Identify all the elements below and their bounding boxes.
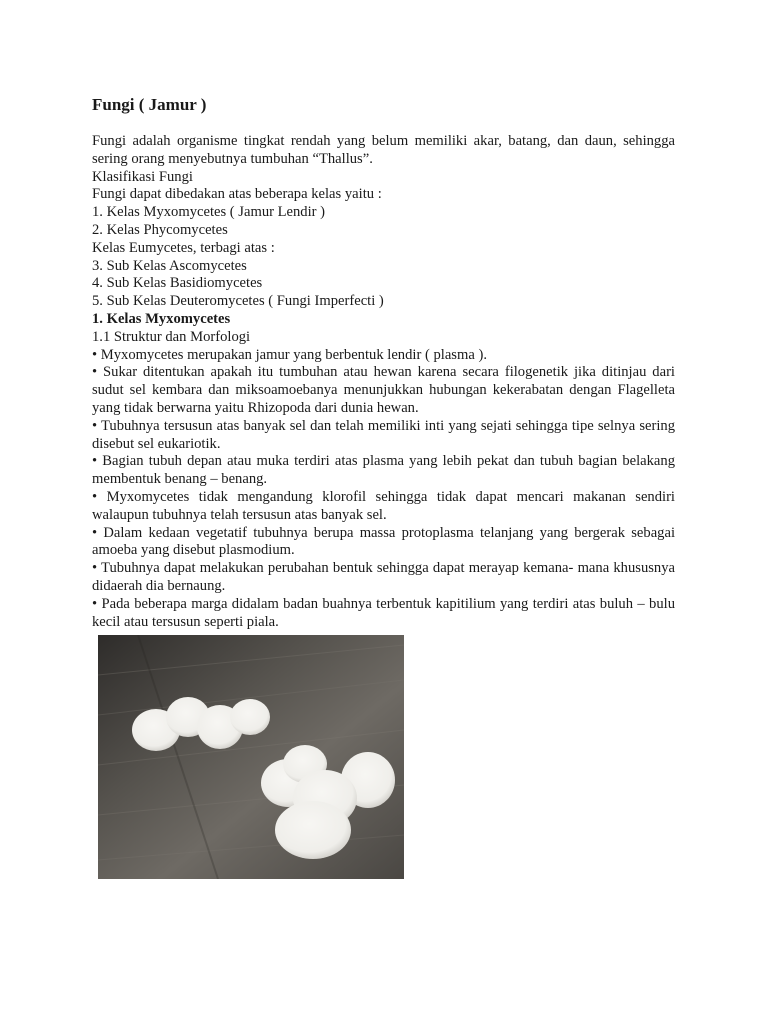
paragraph: • Pada beberapa marga didalam badan buahnya terbentuk kapitilium yang terdiri atas buluh – bulu kecil atau tersusun seperti piala. xyxy=(92,595,675,630)
paragraph: 3. Sub Kelas Ascomycetes xyxy=(92,257,247,274)
document-body xyxy=(92,133,675,631)
paragraph: 1. Kelas Myxomycetes ( Jamur Lendir ) xyxy=(92,204,326,221)
paragraph: • Sukar ditentukan apakah itu tumbuhan atau hewan karena secara filogenetik jika ditinjau dari sudut sel kembara dan miksoamoebanya menunjukkan hubungan kekerabatan dengan Flagelleta yang tidak berwarna yaitu Rhizopoda dari dunia hewan. xyxy=(92,364,675,416)
paragraph: 4. Sub Kelas Basidiomycetes xyxy=(92,275,263,292)
section-heading: 1. Kelas Myxomycetes xyxy=(92,310,231,327)
paragraph: • Tubuhnya tersusun atas banyak sel dan telah memiliki inti yang sejati sehingga tipe selnya sering disebut sel eukariotik. xyxy=(92,417,675,452)
document-title: Fungi ( Jamur ) xyxy=(92,95,207,114)
paragraph: • Myxomycetes tidak mengandung klorofil sehingga tidak dapat mencari makanan sendiri walaupun tubuhnya telah tersusun atas banyak sel. xyxy=(92,488,675,523)
paragraph: • Myxomycetes merupakan jamur yang berbentuk lendir ( plasma ). xyxy=(92,346,487,363)
paragraph: 1.1 Struktur dan Morfologi xyxy=(92,328,251,345)
paragraph: • Dalam kedaan vegetatif tubuhnya berupa massa protoplasma telanjang yang bergerak sebagai amoeba yang disebut plasmodium. xyxy=(92,524,675,559)
document-page xyxy=(92,94,675,879)
paragraph: Klasifikasi Fungi xyxy=(92,168,193,185)
paragraph: Fungi adalah organisme tingkat rendah yang belum memiliki akar, batang, dan daun, sehingga sering orang menyebutnya tumbuhan “Thallus”. xyxy=(92,133,675,167)
photo-image-icon xyxy=(98,635,404,879)
paragraph: • Bagian tubuh depan atau muka terdiri atas plasma yang lebih pekat dan tubuh bagian belakang membentuk benang – benang. xyxy=(92,453,675,488)
paragraph: 2. Kelas Phycomycetes xyxy=(92,221,228,238)
myxomycetes-photo xyxy=(98,635,404,879)
paragraph: 5. Sub Kelas Deuteromycetes ( Fungi Imperfecti ) xyxy=(92,293,384,310)
paragraph: Fungi dapat dibedakan atas beberapa kelas yaitu : xyxy=(92,186,382,203)
paragraph: • Tubuhnya dapat melakukan perubahan bentuk sehingga dapat merayap kemana- mana khususnya didaerah dia bernaung. xyxy=(92,560,675,594)
paragraph: Kelas Eumycetes, terbagi atas : xyxy=(92,239,275,256)
